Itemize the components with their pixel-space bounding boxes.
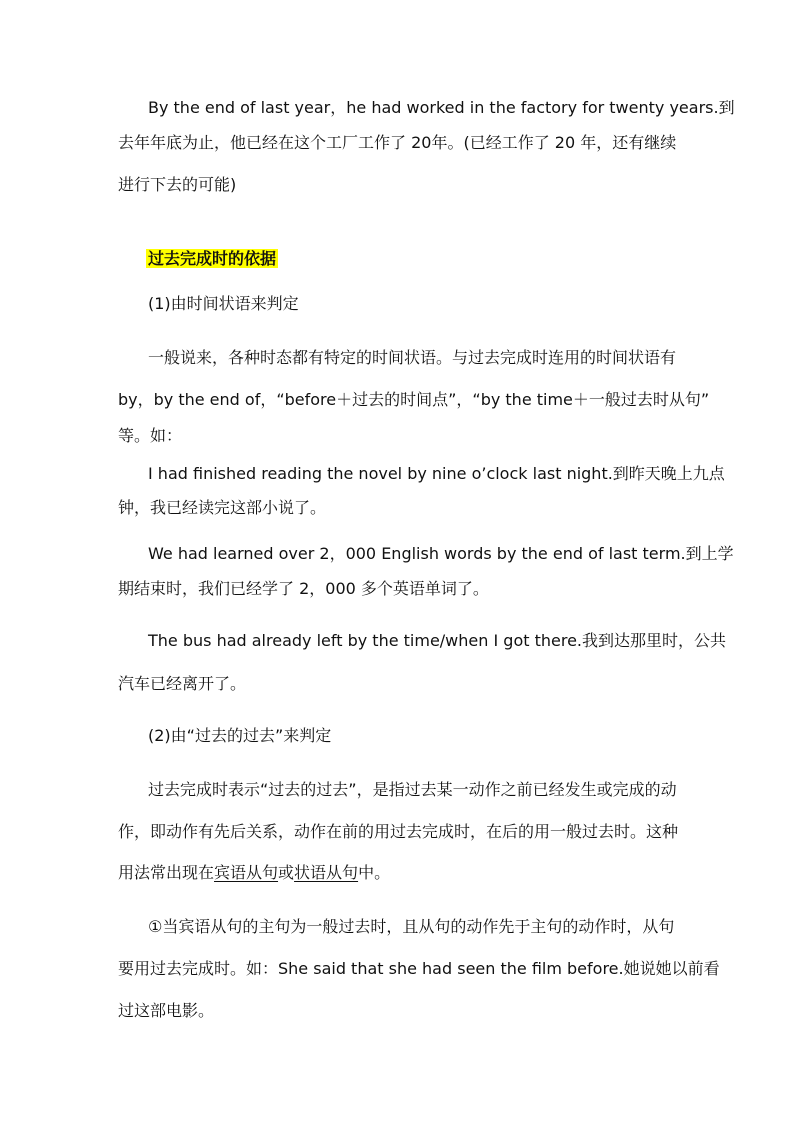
section-heading	[146, 248, 278, 270]
subheading: (2)由“过去的过去”来判定	[148, 726, 332, 745]
paragraph-line	[118, 862, 390, 884]
paragraph-line: 作，即动作有先后关系，动作在前的用过去完成时，在后的用一般过去时。这种	[118, 822, 679, 841]
paragraph-line: By the end of last year，he had worked in the factory for twenty years.到	[148, 98, 735, 117]
paragraph-line: 去年年底为止，他已经在这个工厂工作了 20年。(已经工作了 20 年，还有继续	[118, 133, 677, 152]
text-run: 中。	[358, 863, 391, 882]
text-run: 或	[278, 863, 295, 882]
paragraph-line: 进行下去的可能)	[118, 175, 237, 194]
paragraph-line: 要用过去完成时。如：She said that she had seen the film before.她说她以前看	[118, 959, 720, 978]
text-run: 用法常出现在	[118, 863, 215, 882]
paragraph-line: ①当宾语从句的主句为一般过去时，且从句的动作先于主句的动作时，从句	[148, 917, 675, 936]
link-adverbial-clause[interactable]: 状语从句	[294, 863, 359, 882]
paragraph-line: 过这部电影。	[118, 1001, 215, 1020]
link-object-clause[interactable]: 宾语从句	[214, 863, 279, 882]
highlighted-heading: 过去完成时的依据	[148, 249, 277, 268]
example-line: 钟，我已经读完这部小说了。	[118, 498, 327, 517]
example-line: I had finished reading the novel by nine o’clock last night.到昨天晚上九点	[148, 464, 725, 483]
example-line: We had learned over 2，000 English words by the end of last term.到上学	[148, 544, 734, 563]
paragraph-line: 一般说来，各种时态都有特定的时间状语。与过去完成时连用的时间状语有	[148, 348, 677, 367]
paragraph-line: by，by the end of，“before＋过去的时间点”，“by the time＋一般过去时从句”	[118, 390, 710, 409]
example-line: 汽车已经离开了。	[118, 674, 247, 693]
example-line: The bus had already left by the time/when I got there.我到达那里时，公共	[148, 631, 727, 650]
example-line: 期结束时，我们已经学了 2，000 多个英语单词了。	[118, 579, 489, 598]
subheading: (1)由时间状语来判定	[148, 294, 299, 313]
paragraph-line: 等。如：	[118, 426, 183, 445]
paragraph-line: 过去完成时表示“过去的过去”，是指过去某一动作之前已经发生或完成的动	[148, 780, 677, 799]
